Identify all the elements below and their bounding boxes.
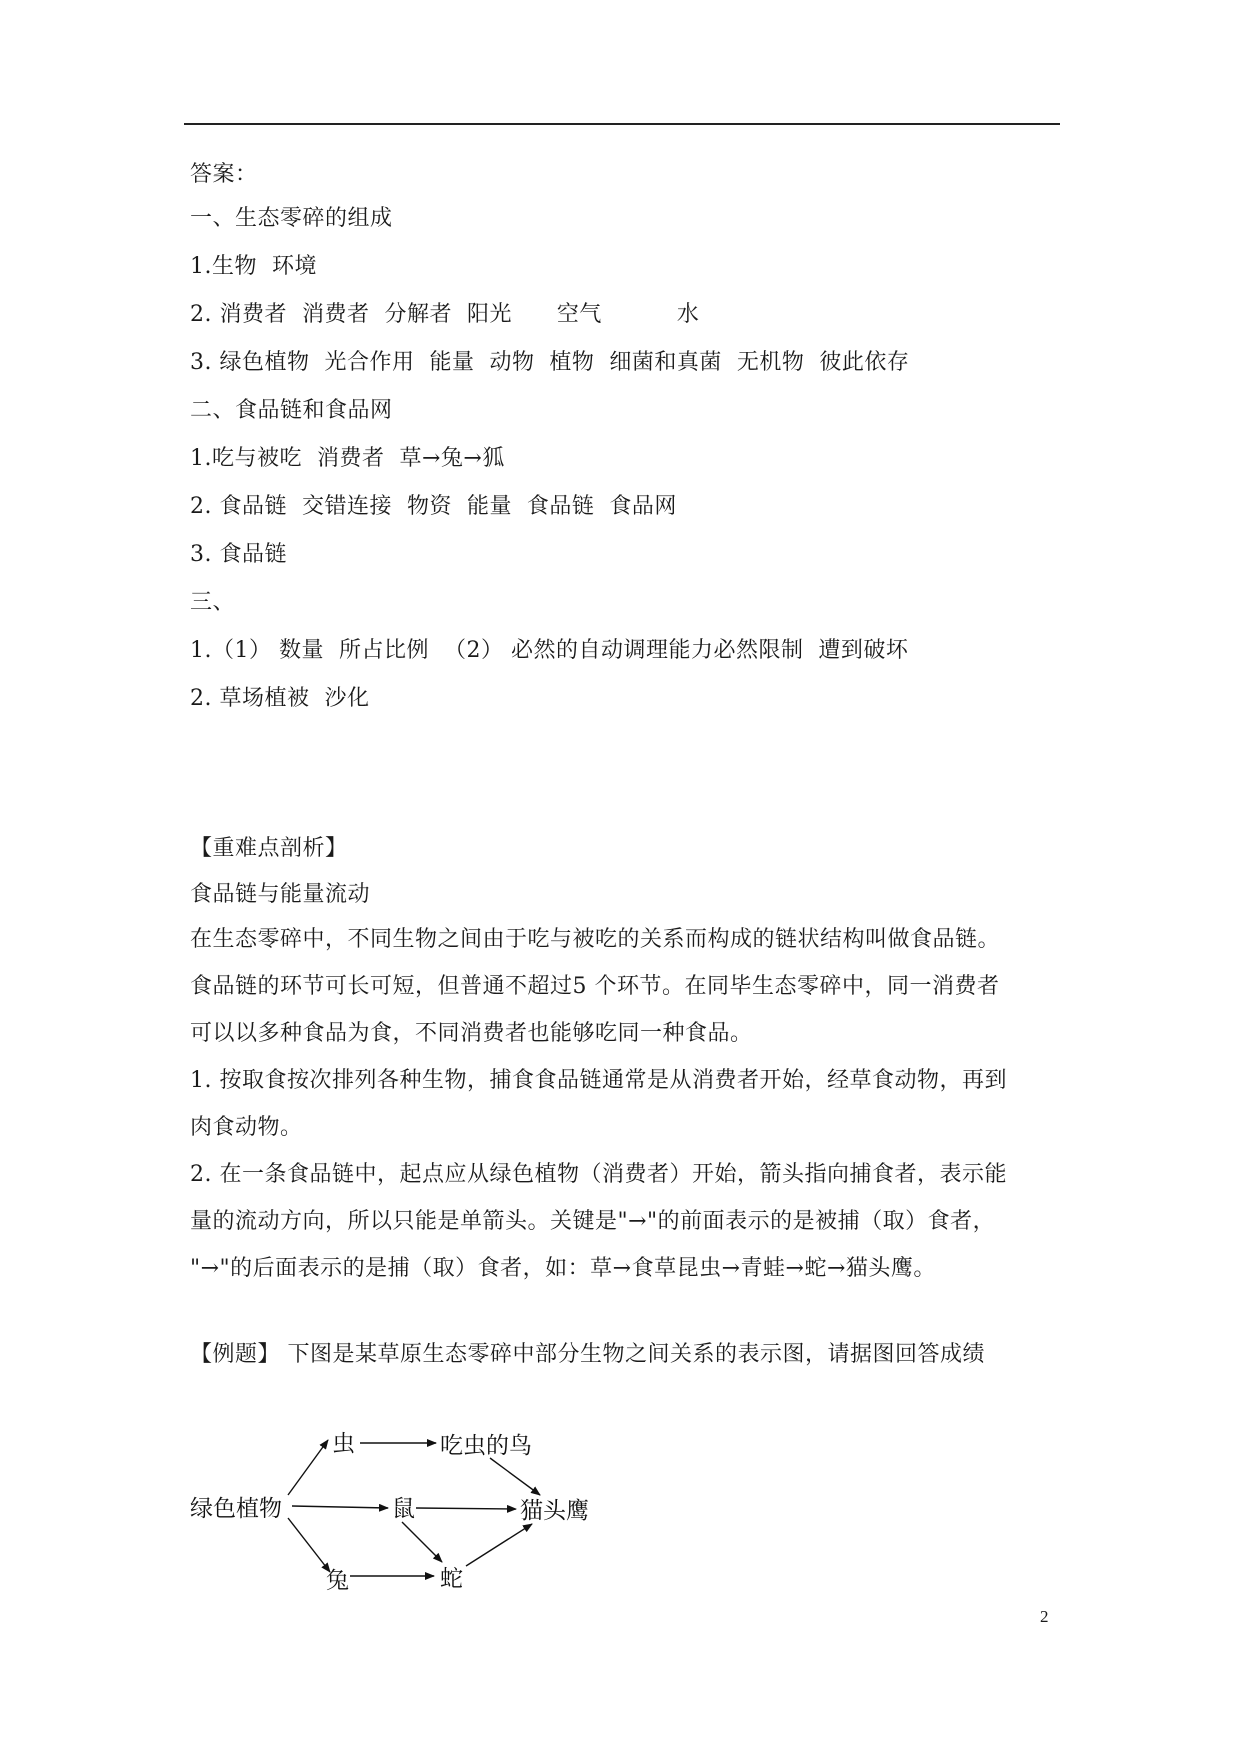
node-owl: 猫头鹰 (520, 1498, 589, 1524)
answers-heading: 答案： (190, 162, 258, 187)
analysis-paragraph-line: 量的流动方向，所以只能是单箭头。关键是"→"的前面表示的是被捕（取）食者， (190, 1209, 996, 1234)
analysis-paragraph-line: 1. 按取食按次排列各种生物，捕食食品链通常是从消费者开始，经草食动物，再到 (190, 1068, 1007, 1093)
edge-plants-rabbit (288, 1518, 330, 1572)
node-mouse: 鼠 (392, 1496, 415, 1522)
edge-mouse-snake (402, 1522, 442, 1562)
section-1-line-2: 2. 消费者 消费者 分解者 阳光 空气 水 (190, 302, 700, 327)
node-plants: 绿色植物 (190, 1496, 282, 1522)
section-3-line-2: 2. 草场植被 沙化 (190, 686, 370, 711)
edge-plants-insect (288, 1440, 328, 1495)
section-3-title: 三、 (190, 590, 236, 615)
section-2-line-1: 1.吃与被吃 消费者 草→兔→狐 (190, 446, 505, 471)
section-3-line-1: 1.（1） 数量 所占比例 （2） 必然的自动调理能力必然限制 遭到破坏 (190, 638, 909, 663)
edge-mouse-owl (416, 1508, 516, 1509)
analysis-paragraph-line: 在生态零碎中，不同生物之间由于吃与被吃的关系而构成的链状结构叫做食品链。 (190, 927, 1001, 952)
section-2-line-2: 2. 食品链 交错连接 物资 能量 食品链 食品网 (190, 494, 677, 519)
header-rule (184, 123, 1060, 125)
section-1-title: 一、生态零碎的组成 (190, 206, 393, 231)
edge-bird-owl (490, 1458, 540, 1495)
analysis-paragraph-line: 食品链的环节可长可短，但普通不超过5 个环节。在同毕生态零碎中，同一消费者 (190, 974, 1000, 999)
node-snake: 蛇 (440, 1566, 463, 1592)
edge-plants-mouse (292, 1506, 388, 1508)
node-insect: 虫 (332, 1431, 355, 1457)
analysis-title: 【重难点剖析】 (190, 836, 348, 861)
node-bird: 吃虫的鸟 (440, 1433, 532, 1459)
section-2-title: 二、食品链和食品网 (190, 398, 393, 423)
section-2-line-3: 3. 食品链 (190, 542, 287, 567)
analysis-paragraph-line: 肉食动物。 (190, 1115, 303, 1140)
analysis-paragraph-line: "→"的后面表示的是捕（取）食者，如：草→食草昆虫→青蛙→蛇→猫头鹰。 (190, 1256, 936, 1281)
analysis-paragraph-line: 2. 在一条食品链中，起点应从绿色植物（消费者）开始，箭头指向捕食者，表示能 (190, 1162, 1007, 1187)
page-number: 2 (1040, 1607, 1049, 1626)
food-web-diagram (190, 1410, 650, 1610)
section-1-line-3: 3. 绿色植物 光合作用 能量 动物 植物 细菌和真菌 无机物 彼此依存 (190, 350, 910, 375)
edge-snake-owl (466, 1524, 532, 1566)
analysis-subtitle: 食品链与能量流动 (190, 882, 371, 907)
analysis-paragraph-line: 可以以多种食品为食，不同消费者也能够吃同一种食品。 (190, 1021, 753, 1046)
node-rabbit: 兔 (326, 1568, 349, 1594)
section-1-line-1: 1.生物 环境 (190, 254, 317, 279)
example-question: 【例题】 下图是某草原生态零碎中部分生物之间关系的表示图，请据图回答成绩 (190, 1342, 985, 1367)
